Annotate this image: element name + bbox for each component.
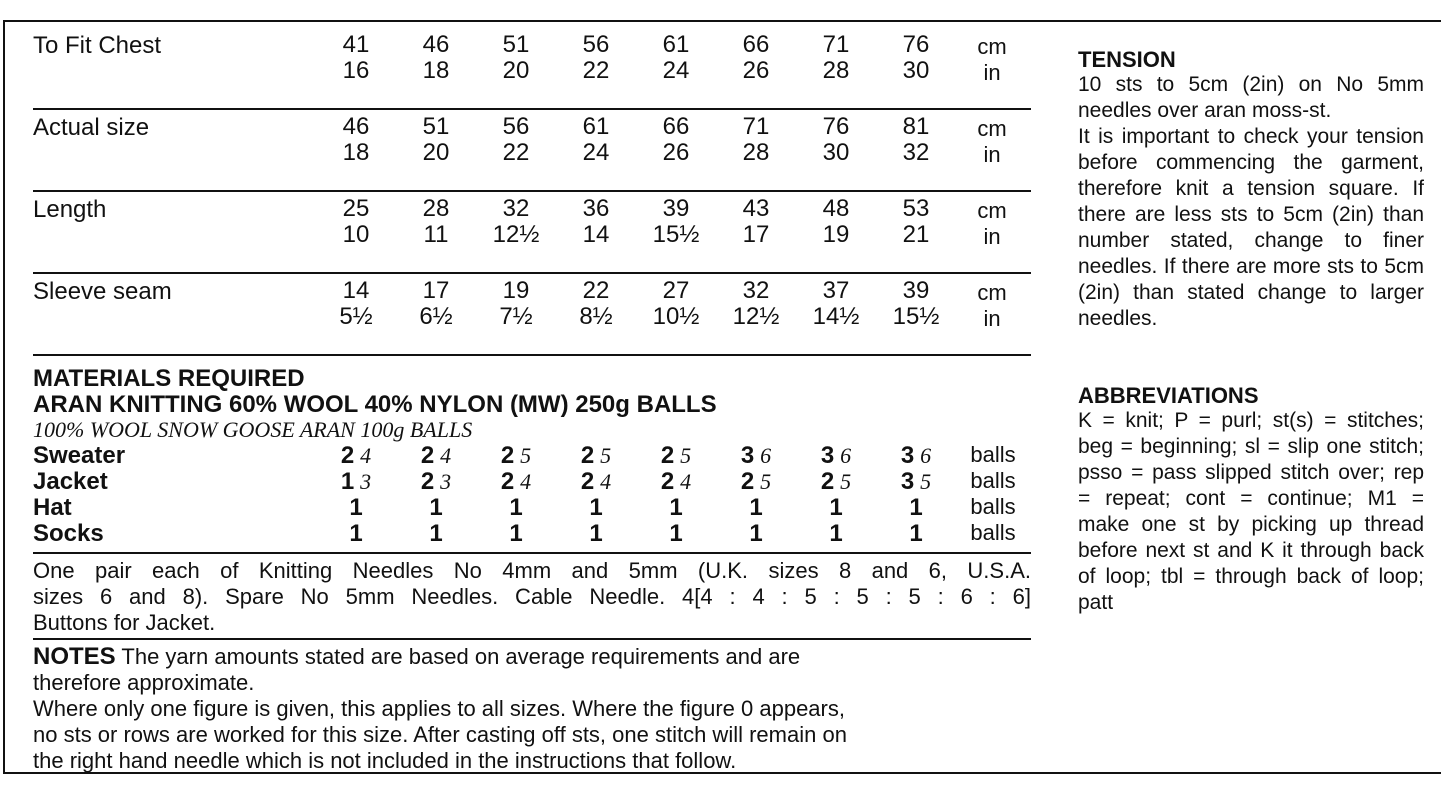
in-value: 32	[902, 139, 930, 166]
measurement-row	[33, 274, 1031, 356]
quantity-main: 1	[349, 494, 363, 521]
ball-quantity	[321, 468, 391, 496]
cm-value: 39	[902, 277, 930, 304]
garment-label: Hat	[33, 494, 72, 521]
measurement-label: To Fit Chest	[33, 32, 162, 59]
size-value	[481, 114, 551, 166]
notes	[33, 640, 1031, 774]
size-value	[561, 114, 631, 166]
unit-labels	[967, 280, 1017, 332]
ball-quantity	[561, 468, 631, 496]
ball-quantity	[881, 468, 951, 496]
ball-quantity	[881, 442, 951, 470]
cm-value: 71	[742, 113, 770, 140]
quantity-main: 1	[829, 520, 843, 547]
in-value: 19	[822, 221, 850, 248]
cm-value: 32	[742, 277, 770, 304]
quantity-main: 3	[820, 442, 835, 469]
balls-unit: balls	[970, 442, 1016, 467]
size-value	[401, 278, 471, 330]
quantity-main: 1	[909, 494, 923, 521]
cm-value: 43	[742, 195, 770, 222]
size-value	[401, 114, 471, 166]
in-value: 28	[822, 57, 850, 84]
ball-quantity	[641, 468, 711, 496]
cm-value: 14	[342, 277, 370, 304]
balls-unit: balls	[970, 520, 1016, 545]
size-value	[321, 114, 391, 166]
garment-label: Jacket	[33, 468, 108, 495]
size-value	[561, 32, 631, 84]
right-column	[1078, 48, 1424, 616]
quantity-main: 1	[509, 494, 523, 521]
ball-quantity	[641, 494, 711, 522]
in-value: 16	[342, 57, 370, 84]
size-value	[321, 278, 391, 330]
unit-cm: cm	[977, 34, 1007, 59]
cm-value: 25	[342, 195, 370, 222]
notes-line	[33, 748, 1031, 774]
notes-line	[33, 670, 1031, 696]
balls-row	[33, 468, 1031, 494]
quantity-main: 1	[429, 494, 443, 521]
cm-value: 41	[342, 31, 370, 58]
notes-line	[33, 696, 1031, 722]
tension-heading: TENSION	[1078, 47, 1176, 72]
unit-labels	[967, 34, 1017, 86]
quantity-alt: 3	[360, 469, 372, 494]
quantity-main: 1	[909, 520, 923, 547]
ball-quantity	[401, 494, 471, 522]
in-value: 10	[342, 221, 370, 248]
cm-value: 19	[502, 277, 530, 304]
ball-quantity	[881, 520, 951, 548]
quantity-main: 2	[740, 468, 755, 495]
size-value	[641, 196, 711, 248]
size-value	[801, 278, 871, 330]
garment-label: Sweater	[33, 442, 126, 469]
quantity-main: 1	[589, 494, 603, 521]
quantity-main: 2	[660, 468, 675, 495]
cm-value: 76	[822, 113, 850, 140]
cm-value: 81	[902, 113, 930, 140]
size-value	[481, 32, 551, 84]
size-value	[801, 32, 871, 84]
cm-value: 76	[902, 31, 930, 58]
quantity-alt: 5	[520, 443, 532, 468]
in-value: 26	[742, 57, 770, 84]
ball-quantity	[401, 442, 471, 470]
abbreviations-text: K = knit; P = purl; st(s) = stitches; beg = beginning; sl = slip one stitch; psso = pass slipped stitch over; rep = repeat; cont = continue; M1 = make one st by picking up thread before next st and K it through back of loop; tbl = through back of loop; patt	[1078, 409, 1424, 614]
in-value: 12½	[732, 303, 780, 330]
notes-line	[33, 644, 1031, 670]
needles-line: sizes 6 and 8). Spare No 5mm Needles. Cable Needle. 4[4 : 4 : 5 : 5 : 5 : 6 : 6]	[33, 584, 1031, 609]
quantity-alt: 4	[680, 469, 692, 494]
cm-value: 32	[502, 195, 530, 222]
measurement-row	[33, 110, 1031, 192]
unit-in: in	[983, 142, 1001, 167]
size-value	[641, 114, 711, 166]
ball-quantity	[481, 494, 551, 522]
size-value	[881, 196, 951, 248]
in-value: 28	[742, 139, 770, 166]
size-value	[721, 278, 791, 330]
ball-quantity	[481, 520, 551, 548]
unit-cm: cm	[977, 280, 1007, 305]
cm-value: 51	[422, 113, 450, 140]
ball-quantity	[721, 468, 791, 496]
notes-text: no sts or rows are worked for this size. After casting off sts, one stitch will remain on	[33, 722, 847, 747]
in-value: 6½	[419, 303, 453, 330]
needles-line: One pair each of Knitting Needles No 4mm and 5mm (U.K. sizes 8 and 6, U.S.A.	[33, 558, 1031, 583]
ball-quantity	[321, 494, 391, 522]
ball-quantity	[641, 520, 711, 548]
in-value: 15½	[652, 221, 700, 248]
ball-quantity	[801, 520, 871, 548]
size-value	[401, 196, 471, 248]
quantity-main: 2	[820, 468, 835, 495]
cm-value: 22	[582, 277, 610, 304]
cm-value: 51	[502, 31, 530, 58]
quantity-main: 1	[749, 494, 763, 521]
quantity-main: 2	[500, 442, 515, 469]
measurement-row	[33, 192, 1031, 274]
ball-quantity	[401, 468, 471, 496]
quantity-alt: 4	[600, 469, 612, 494]
ball-quantity	[561, 520, 631, 548]
size-value	[401, 32, 471, 84]
size-value	[481, 278, 551, 330]
ball-quantity	[561, 494, 631, 522]
cm-value: 56	[582, 31, 610, 58]
notes-heading: NOTES	[33, 643, 116, 670]
in-value: 30	[902, 57, 930, 84]
yarn-heading: ARAN KNITTING 60% WOOL 40% NYLON (MW) 250g BALLS	[33, 391, 717, 418]
ball-quantity	[481, 468, 551, 496]
cm-value: 37	[822, 277, 850, 304]
measurement-label: Sleeve seam	[33, 278, 172, 305]
notes-line	[33, 722, 1031, 748]
unit-labels	[967, 116, 1017, 168]
balls-row	[33, 520, 1031, 546]
quantity-main: 1	[509, 520, 523, 547]
in-value: 20	[422, 139, 450, 166]
quantity-main: 1	[349, 520, 363, 547]
in-value: 18	[422, 57, 450, 84]
quantity-alt: 6	[920, 443, 932, 468]
ball-quantity	[801, 442, 871, 470]
cm-value: 66	[662, 113, 690, 140]
size-value	[721, 32, 791, 84]
needles-text	[33, 552, 1031, 640]
abbreviations-heading: ABBREVIATIONS	[1078, 383, 1259, 408]
size-value	[881, 114, 951, 166]
quantity-main: 1	[829, 494, 843, 521]
tension-text-2: It is important to check your tension before commencing the garment, therefore knit a tension square. If there are less sts to 5cm (2in) than number stated, change to finer needles. If there are more sts to 5cm (2in) than stated change to larger needles.	[1078, 125, 1424, 330]
quantity-main: 1	[749, 520, 763, 547]
cm-value: 66	[742, 31, 770, 58]
cm-value: 56	[502, 113, 530, 140]
in-value: 5½	[339, 303, 373, 330]
cm-value: 17	[422, 277, 450, 304]
alt-yarn: 100% WOOL SNOW GOOSE ARAN 100g BALLS	[33, 417, 473, 442]
in-value: 26	[662, 139, 690, 166]
in-value: 20	[502, 57, 530, 84]
materials-heading: MATERIALS REQUIRED	[33, 365, 305, 392]
ball-quantity	[561, 442, 631, 470]
size-value	[561, 196, 631, 248]
ball-quantity	[721, 442, 791, 470]
size-value	[561, 278, 631, 330]
size-value	[801, 196, 871, 248]
in-value: 12½	[492, 221, 540, 248]
in-value: 8½	[579, 303, 613, 330]
ball-quantity	[721, 494, 791, 522]
cm-value: 36	[582, 195, 610, 222]
unit-in: in	[983, 306, 1001, 331]
ball-quantity	[721, 520, 791, 548]
measurement-label: Actual size	[33, 114, 150, 141]
quantity-alt: 6	[840, 443, 852, 468]
quantity-main: 3	[740, 442, 755, 469]
in-value: 22	[582, 57, 610, 84]
garment-label: Socks	[33, 520, 104, 547]
notes-text: therefore approximate.	[33, 670, 255, 695]
quantity-main: 2	[660, 442, 675, 469]
quantity-main: 1	[669, 520, 683, 547]
balls-row	[33, 442, 1031, 468]
cm-value: 61	[582, 113, 610, 140]
quantity-main: 1	[340, 468, 355, 495]
quantity-alt: 5	[680, 443, 692, 468]
quantity-alt: 6	[760, 443, 772, 468]
size-value	[641, 278, 711, 330]
cm-value: 46	[422, 31, 450, 58]
size-value	[881, 32, 951, 84]
size-value	[641, 32, 711, 84]
quantity-alt: 5	[840, 469, 852, 494]
quantity-alt: 4	[360, 443, 372, 468]
quantity-main: 2	[500, 468, 515, 495]
cm-value: 53	[902, 195, 930, 222]
in-value: 11	[423, 221, 449, 248]
unit-labels	[967, 198, 1017, 250]
quantity-main: 2	[580, 468, 595, 495]
cm-value: 28	[422, 195, 450, 222]
cm-value: 27	[662, 277, 690, 304]
ball-quantity	[481, 442, 551, 470]
quantity-alt: 3	[440, 469, 452, 494]
cm-value: 61	[662, 31, 690, 58]
in-value: 14½	[812, 303, 860, 330]
in-value: 10½	[652, 303, 700, 330]
size-value	[801, 114, 871, 166]
cm-value: 39	[662, 195, 690, 222]
size-table	[33, 28, 1031, 774]
unit-in: in	[983, 224, 1001, 249]
in-value: 17	[742, 221, 770, 248]
cm-value: 48	[822, 195, 850, 222]
size-value	[721, 114, 791, 166]
in-value: 24	[582, 139, 610, 166]
ball-quantity	[321, 520, 391, 548]
quantity-main: 2	[580, 442, 595, 469]
ball-quantity	[641, 442, 711, 470]
unit-in: in	[983, 60, 1001, 85]
size-value	[481, 196, 551, 248]
cm-value: 46	[342, 113, 370, 140]
cm-value: 71	[822, 31, 850, 58]
in-value: 24	[662, 57, 690, 84]
tension-text: 10 sts to 5cm (2in) on No 5mm needles over aran moss-st.	[1078, 73, 1424, 122]
ball-quantity	[881, 494, 951, 522]
quantity-alt: 4	[520, 469, 532, 494]
size-value	[881, 278, 951, 330]
size-value	[321, 196, 391, 248]
unit-cm: cm	[977, 198, 1007, 223]
in-value: 22	[502, 139, 530, 166]
ball-quantity	[321, 442, 391, 470]
balls-unit: balls	[970, 494, 1016, 519]
quantity-alt: 4	[440, 443, 452, 468]
notes-text: The yarn amounts stated are based on average requirements and are	[115, 644, 801, 669]
in-value: 18	[342, 139, 370, 166]
in-value: 21	[902, 221, 930, 248]
notes-text: Where only one figure is given, this applies to all sizes. Where the figure 0 appears,	[33, 696, 845, 721]
quantity-alt: 5	[600, 443, 612, 468]
in-value: 7½	[499, 303, 533, 330]
balls-row	[33, 494, 1031, 520]
size-value	[721, 196, 791, 248]
quantity-main: 3	[900, 468, 915, 495]
quantity-main: 1	[429, 520, 443, 547]
in-value: 30	[822, 139, 850, 166]
unit-cm: cm	[977, 116, 1007, 141]
measurement-row	[33, 28, 1031, 110]
quantity-main: 2	[340, 442, 355, 469]
quantity-main: 2	[420, 442, 435, 469]
quantity-alt: 5	[920, 469, 932, 494]
quantity-main: 1	[589, 520, 603, 547]
needles-line: Buttons for Jacket.	[33, 610, 216, 635]
ball-quantity	[801, 468, 871, 496]
notes-text: the right hand needle which is not included in the instructions that follow.	[33, 748, 737, 773]
ball-quantity	[801, 494, 871, 522]
in-value: 15½	[892, 303, 940, 330]
quantity-main: 2	[420, 468, 435, 495]
quantity-alt: 5	[760, 469, 772, 494]
balls-unit: balls	[970, 468, 1016, 493]
ball-quantity	[401, 520, 471, 548]
in-value: 14	[582, 221, 610, 248]
size-value	[321, 32, 391, 84]
quantity-main: 3	[900, 442, 915, 469]
quantity-main: 1	[669, 494, 683, 521]
measurement-label: Length	[33, 196, 107, 223]
